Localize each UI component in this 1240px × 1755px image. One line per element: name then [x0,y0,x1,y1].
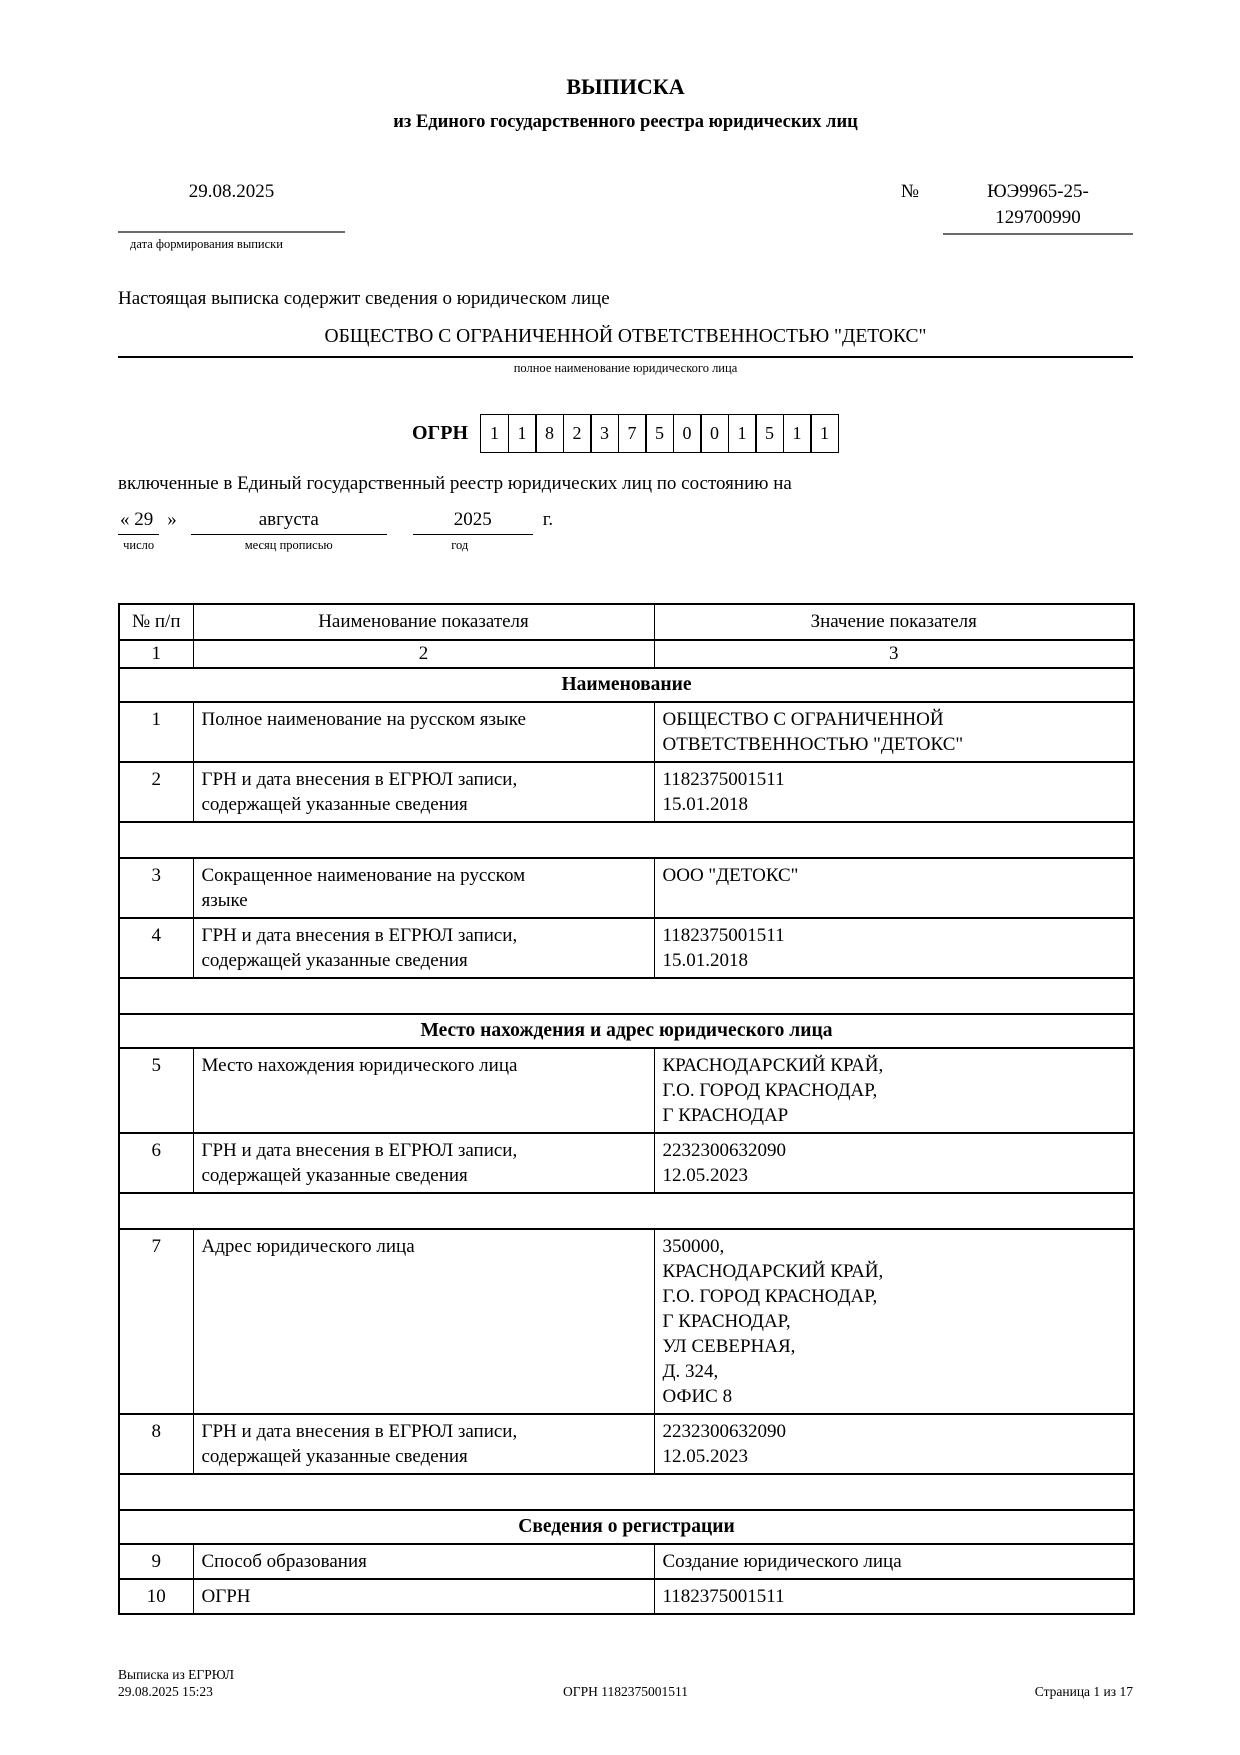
section-header-row [119,668,1134,702]
formation-date-label: дата формирования выписки [130,237,283,251]
indicator-name-cell: Адрес юридического лица [193,1229,654,1414]
indicator-name-cell: Способ образования [193,1544,654,1579]
doc-subtitle: из Единого государственного реестра юридических лиц [393,112,858,132]
ogrn-digit-cell: 2 [563,414,592,453]
table-row [119,702,1134,762]
section-header-row [119,1510,1134,1544]
ogrn-boxes [480,414,839,453]
indicator-value-cell: 1182375001511 15.01.2018 [654,918,1134,978]
table-row [119,1414,1134,1474]
indicator-value-cell: 2232300632090 12.05.2023 [654,1414,1134,1474]
ogrn-digit-cell: 1 [810,414,839,453]
formation-date-underline [118,231,345,233]
indicator-value-cell: 1182375001511 15.01.2018 [654,762,1134,822]
as-of-date-line [118,509,1133,553]
page-content [118,0,1133,1615]
row-number-cell: 9 [119,1544,193,1579]
section-title: Наименование [119,668,1134,702]
footer-page-number: Страница 1 из 17 [1034,1684,1133,1699]
table-row [119,1048,1134,1133]
indicator-value-cell: 350000, КРАСНОДАРСКИЙ КРАЙ, Г.О. ГОРОД КРАСНОДАР, Г КРАСНОДАР, УЛ СЕВЕРНАЯ, Д. 324, ОФИС 8 [654,1229,1134,1414]
ogrn-digit-cell: 7 [618,414,647,453]
indicator-name-cell: ГРН и дата внесения в ЕГРЮЛ записи, содержащей указанные сведения [193,918,654,978]
as-of-day-label: число [123,538,155,552]
extract-number-value [943,179,1133,235]
as-of-close-quote: » [167,509,177,530]
column-number-cell: 1 [119,640,193,668]
indicator-name-cell: ГРН и дата внесения в ЕГРЮЛ записи, содержащей указанные сведения [193,1133,654,1193]
as-of-year-label: год [451,538,469,552]
extract-number-block [901,179,1133,235]
table-row [119,762,1134,822]
spacer-cell [119,822,1134,858]
ogrn-digit-cell: 3 [590,414,619,453]
as-of-month-group [191,509,387,553]
indicator-name-cell: ГРН и дата внесения в ЕГРЮЛ записи, содержащей указанные сведения [193,762,654,822]
as-of-month-value: августа [191,509,387,535]
column-numbers-row [119,640,1134,668]
column-number-cell: 2 [193,640,654,668]
doc-title: ВЫПИСКА [566,74,685,99]
section-header-row [119,1014,1134,1048]
row-number-cell: 2 [119,762,193,822]
formation-date-block [118,179,345,252]
indicator-name-cell: ОГРН [193,1579,654,1614]
company-full-name: ОБЩЕСТВО С ОГРАНИЧЕННОЙ ОТВЕТСТВЕННОСТЬЮ "ДЕТОКС" [118,326,1133,358]
ogrn-digit-cell: 1 [480,414,509,453]
table-row [119,1544,1134,1579]
row-number-cell: 3 [119,858,193,918]
as-of-year-value: 2025 [413,509,533,535]
indicator-value-cell: Создание юридического лица [654,1544,1134,1579]
row-number-cell: 4 [119,918,193,978]
spacer-row [119,1474,1134,1510]
row-number-cell: 1 [119,702,193,762]
column-number-cell: 3 [654,640,1134,668]
as-of-day-value: « 29 [118,509,159,535]
table-row [119,918,1134,978]
spacer-cell [119,1474,1134,1510]
intro-text: Настоящая выписка содержит сведения о юридическом лице [118,288,610,309]
table-header-row [119,604,1134,640]
table-row [119,1133,1134,1193]
indicator-name-cell: ГРН и дата внесения в ЕГРЮЛ записи, содержащей указанные сведения [193,1414,654,1474]
table-row [119,1579,1134,1614]
indicator-value-cell: КРАСНОДАРСКИЙ КРАЙ, Г.О. ГОРОД КРАСНОДАР, Г КРАСНОДАР [654,1048,1134,1133]
footer-ogrn: ОГРН 1182375001511 [563,1684,688,1699]
company-full-name-label: полное наименование юридического лица [513,361,738,375]
ogrn-digit-cell: 1 [508,414,537,453]
indicators-table-body [119,604,1134,1614]
spacer-row [119,1193,1134,1229]
extract-number-line-2: 129700990 [995,207,1081,228]
footer-doc-type: Выписка из ЕГРЮЛ [118,1667,235,1682]
indicator-value-cell: ОБЩЕСТВО С ОГРАНИЧЕННОЙ ОТВЕТСТВЕННОСТЬЮ "ДЕТОКС" [654,702,1134,762]
ogrn-digit-cell: 5 [645,414,674,453]
table-row [119,858,1134,918]
ogrn-digit-cell: 1 [728,414,757,453]
spacer-row [119,822,1134,858]
as-of-year-group [387,509,533,553]
formation-date-value: 29.08.2025 [188,181,275,202]
ogrn-digit-cell: 5 [755,414,784,453]
indicator-name-cell: Полное наименование на русском языке [193,702,654,762]
section-title: Место нахождения и адрес юридического лица [119,1014,1134,1048]
indicator-name-cell: Сокращенное наименование на русском языке [193,858,654,918]
footer-datetime: 29.08.2025 15:23 [118,1684,213,1699]
spacer-cell [119,1193,1134,1229]
ogrn-digit-cell: 0 [673,414,702,453]
indicator-value-cell: ООО "ДЕТОКС" [654,858,1134,918]
as-of-month-label: месяц прописью [244,538,333,552]
row-number-cell: 7 [119,1229,193,1414]
row-number-cell: 8 [119,1414,193,1474]
footer-left [118,1666,456,1700]
as-of-year-suffix: г. [542,509,554,530]
extract-number-line-1: ЮЭ9965-25- [987,181,1089,202]
spacer-row [119,978,1134,1014]
row-number-cell: 10 [119,1579,193,1614]
indicator-name-cell: Место нахождения юридического лица [193,1048,654,1133]
ogrn-label: ОГРН [411,422,469,444]
header-cell-indicator-name: Наименование показателя [193,604,654,640]
ogrn-row [118,414,1133,453]
ogrn-digit-cell: 1 [783,414,812,453]
row-number-cell: 5 [119,1048,193,1133]
indicator-value-cell: 2232300632090 12.05.2023 [654,1133,1134,1193]
header-cell-indicator-value: Значение показателя [654,604,1134,640]
number-sign: № [900,181,919,202]
included-text: включенные в Единый государственный реестр юридических лиц по состоянию на [118,473,792,494]
table-row [119,1229,1134,1414]
header-cell-num: № п/п [119,604,193,640]
section-title: Сведения о регистрации [119,1510,1134,1544]
spacer-cell [119,978,1134,1014]
ogrn-digit-cell: 0 [700,414,729,453]
indicator-value-cell: 1182375001511 [654,1579,1134,1614]
ogrn-digit-cell: 8 [535,414,564,453]
as-of-day-group [118,509,159,553]
indicators-table [118,603,1135,1615]
page-footer [118,1666,1133,1700]
row-number-cell: 6 [119,1133,193,1193]
meta-row [118,179,1133,252]
